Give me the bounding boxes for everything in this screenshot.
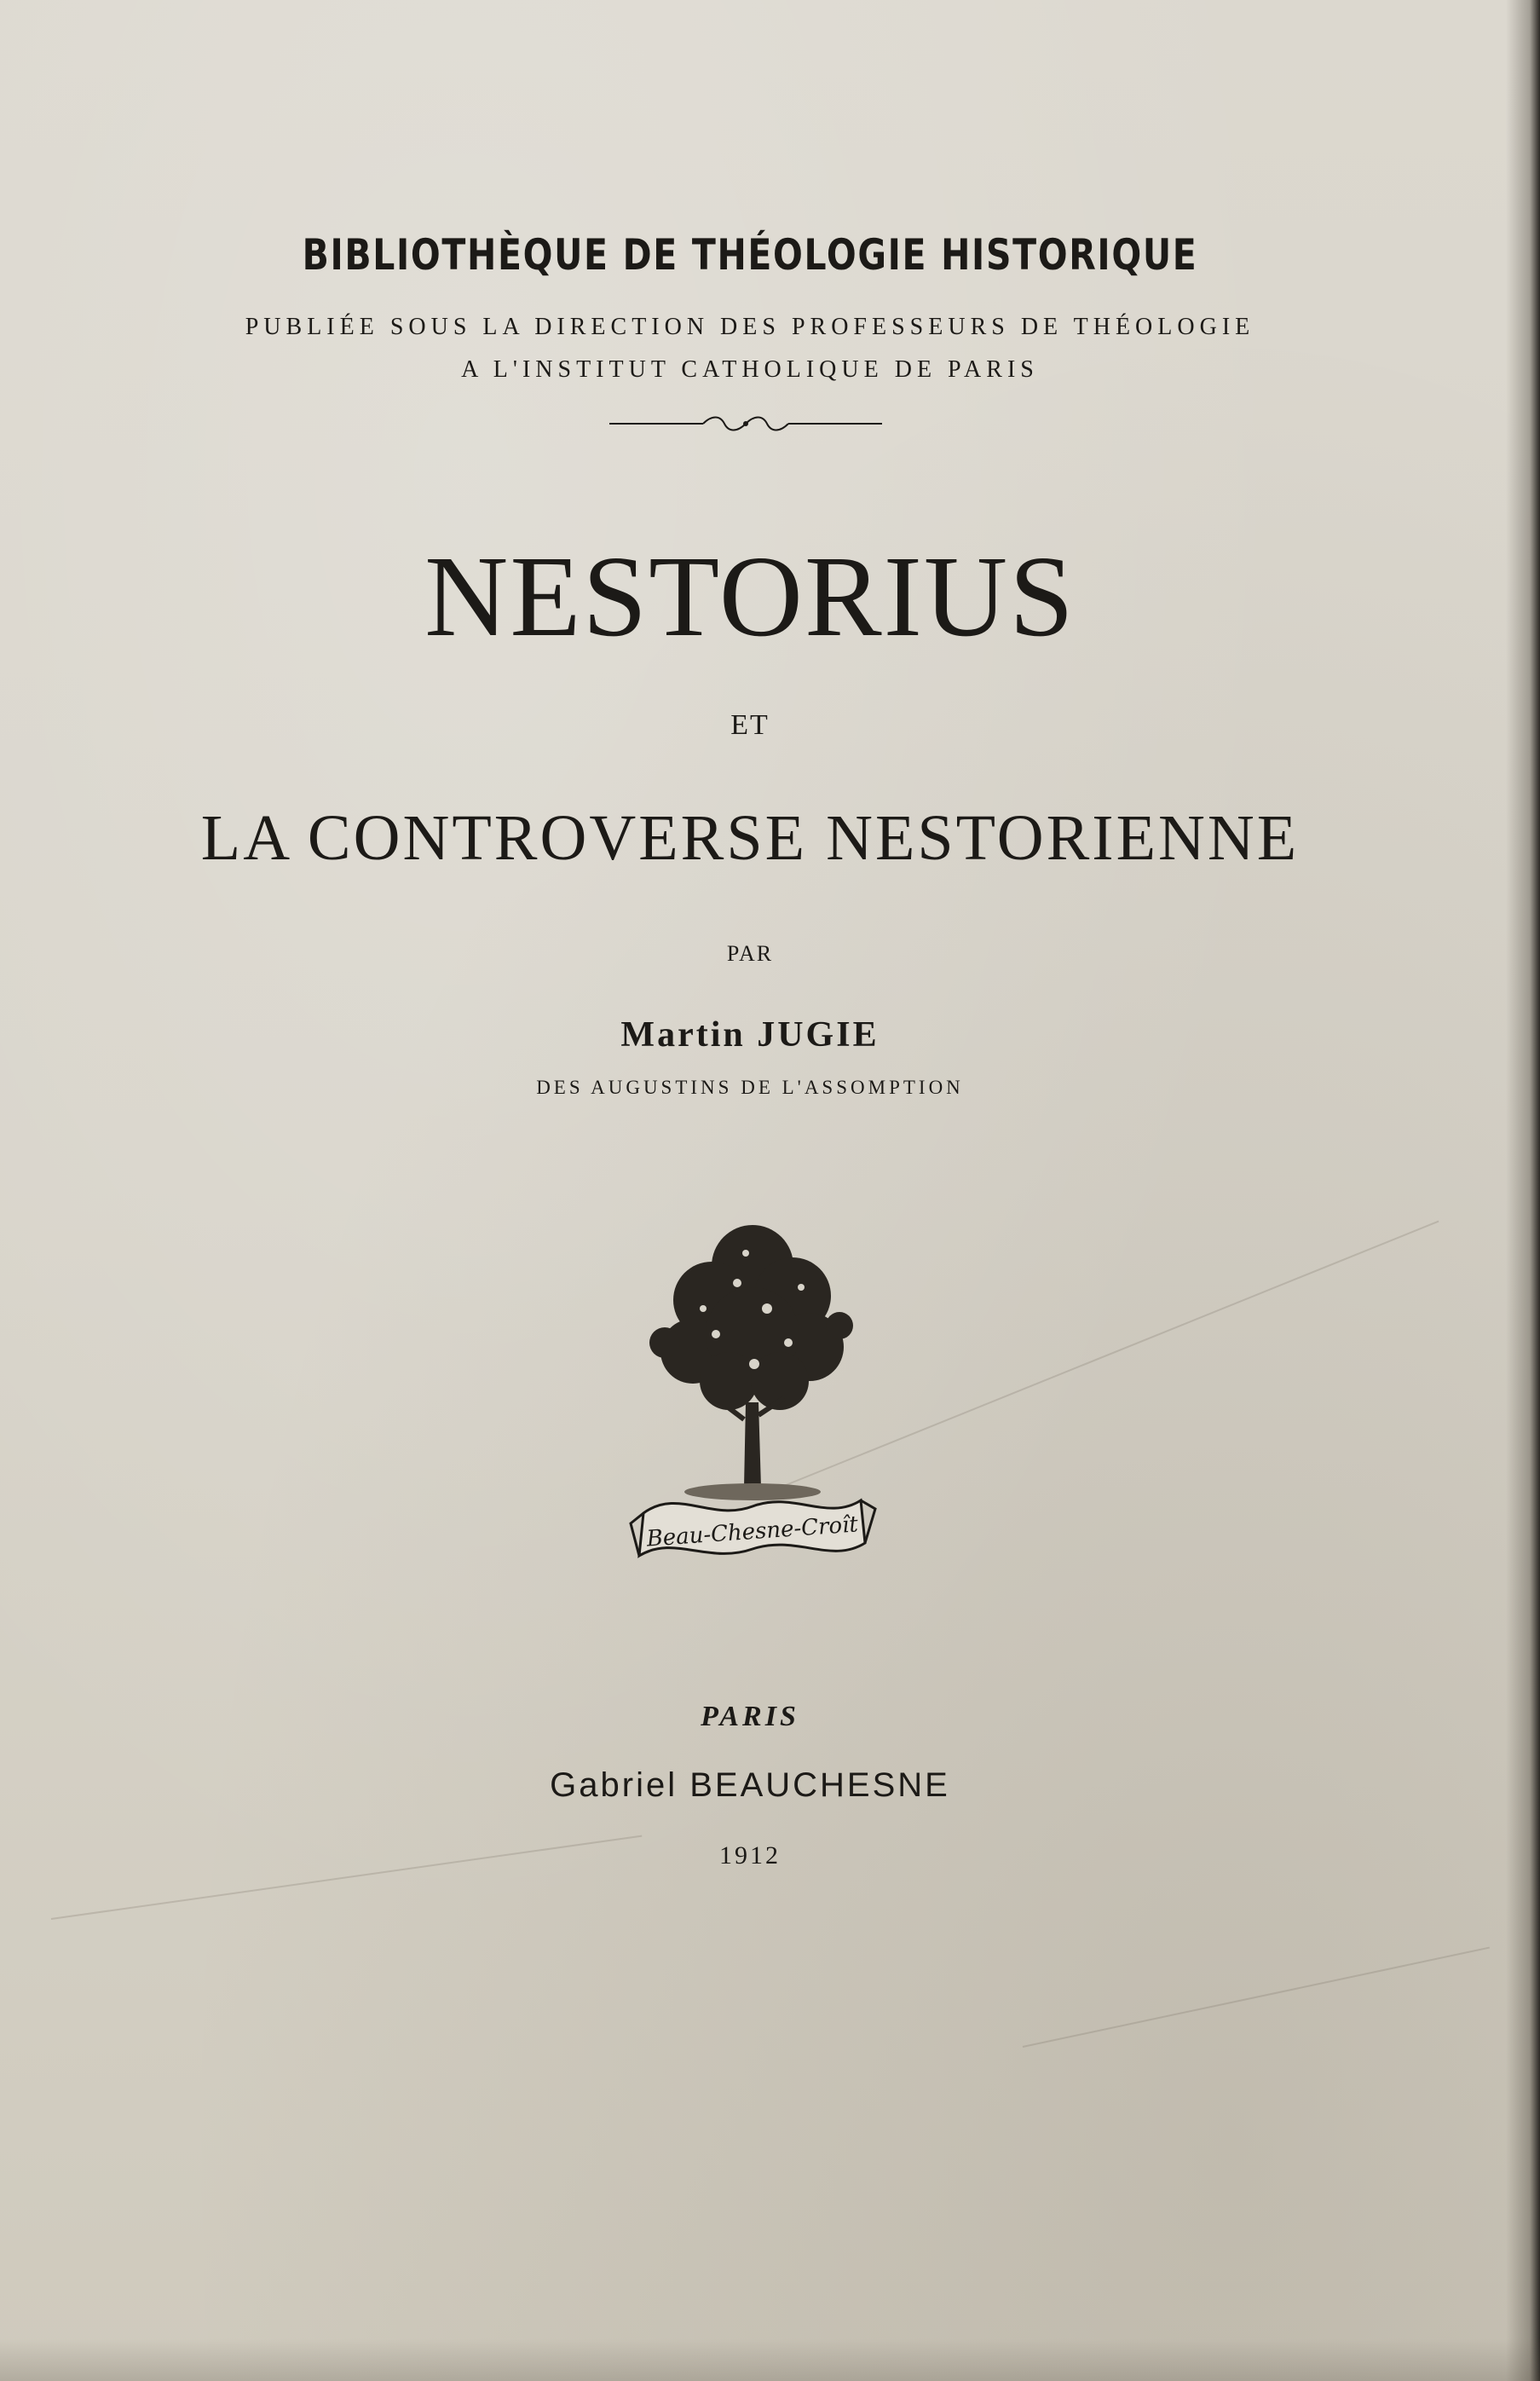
- book-subtitle: LA CONTROVERSE NESTORIENNE: [200, 802, 1300, 874]
- book-title: NESTORIUS: [424, 533, 1076, 661]
- series-title: BIBLIOTHÈQUE DE THÉOLOGIE HISTORIQUE: [302, 230, 1198, 280]
- imprint-year: 1912: [719, 1841, 781, 1870]
- imprint-city: PARIS: [701, 1701, 799, 1732]
- author-name: Martin JUGIE: [620, 1015, 880, 1055]
- series-institution-line: A L'INSTITUT CATHOLIQUE DE PARIS: [461, 356, 1039, 383]
- series-direction-line: PUBLIÉE SOUS LA DIRECTION DES PROFESSEURS DE THÉOLOGIE: [245, 314, 1255, 340]
- page-edge-shadow: [1506, 0, 1540, 2381]
- author-affiliation: DES AUGUSTINS DE L'ASSOMPTION: [536, 1077, 964, 1098]
- paper-crease: [1023, 1947, 1490, 2048]
- by-label: PAR: [726, 941, 774, 966]
- emblem-motto: Beau-Chesne-Croît: [645, 1511, 859, 1552]
- scroll-ornament-icon: [609, 411, 882, 436]
- page-bottom-shadow: [0, 2338, 1540, 2381]
- imprint-publisher: Gabriel BEAUCHESNE: [550, 1766, 950, 1804]
- tree-emblem-icon: [626, 1206, 878, 1573]
- title-conjunction: ET: [730, 709, 770, 741]
